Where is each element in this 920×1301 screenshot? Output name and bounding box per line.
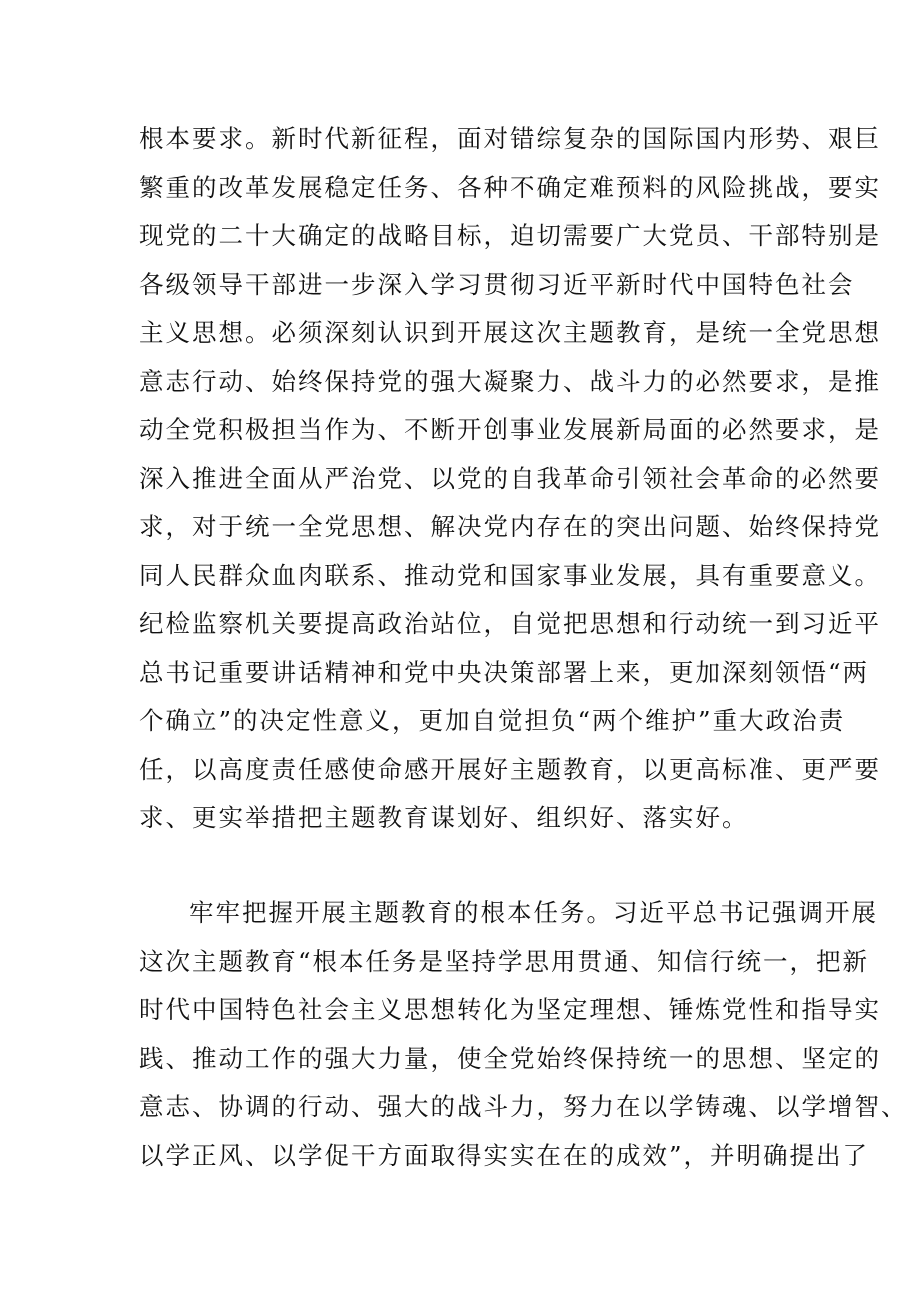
text-line: 求、更实举措把主题教育谋划好、组织好、落实好。	[139, 803, 749, 832]
text-line: 主义思想。必须深刻认识到开展这次主题教育，是统一全党思想	[139, 318, 881, 347]
text-line: 动全党积极担当作为、不断开创事业发展新局面的必然要求，是	[139, 415, 881, 444]
text-line: 繁重的改革发展稳定任务、各种不确定难预料的风险挑战，要实	[139, 172, 881, 202]
text-line: 以学正风、以学促干方面取得实实在在的成效”，并明确提出了	[139, 1140, 870, 1170]
text-line: 深入推进全面从严治党、以党的自我革命引领社会革命的必然要	[139, 463, 881, 493]
text-line: 同人民群众血肉联系、推动党和国家事业发展，具有重要意义。	[139, 560, 881, 590]
text-line: 意志、协调的行动、强大的战斗力，努力在以学铸魂、以学增智、	[139, 1092, 908, 1121]
text-line: 总书记重要讲话精神和党中央决策部署上来，更加深刻领悟“两	[139, 657, 870, 687]
text-line: 根本要求。新时代新征程，面对错综复杂的国际国内形势、艰巨	[139, 124, 881, 153]
text-line: 时代中国特色社会主义思想转化为坚定理想、锤炼党性和指导实	[139, 995, 881, 1024]
text-line: 践、推动工作的强大力量，使全党始终保持统一的思想、坚定的	[139, 1043, 881, 1073]
text-line: 这次主题教育“根本任务是坚持学思用贯通、知信行统一，把新	[139, 946, 870, 976]
text-line: 现党的二十大确定的战略目标，迫切需要广大党员、干部特别是	[139, 221, 881, 250]
text-line: 各级领导干部进一步深入学习贯彻习近平新时代中国特色社会	[139, 269, 855, 299]
text-line: 求，对于统一全党思想、解决党内存在的突出问题、始终保持党	[139, 512, 881, 541]
text-line: 牢牢把握开展主题教育的根本任务。习近平总书记强调开展	[189, 898, 878, 927]
text-line: 纪检监察机关要提高政治站位，自觉把思想和行动统一到习近平	[139, 609, 881, 638]
paragraph-1	[139, 115, 881, 843]
paragraph-2	[139, 889, 908, 1180]
text-line: 意志行动、始终保持党的强大凝聚力、战斗力的必然要求，是推	[139, 366, 881, 396]
text-line: 个确立”的决定性意义，更加自觉担负“两个维护”重大政治责	[139, 706, 846, 735]
text-line: 任，以高度责任感使命感开展好主题教育，以更高标准、更严要	[139, 754, 881, 784]
